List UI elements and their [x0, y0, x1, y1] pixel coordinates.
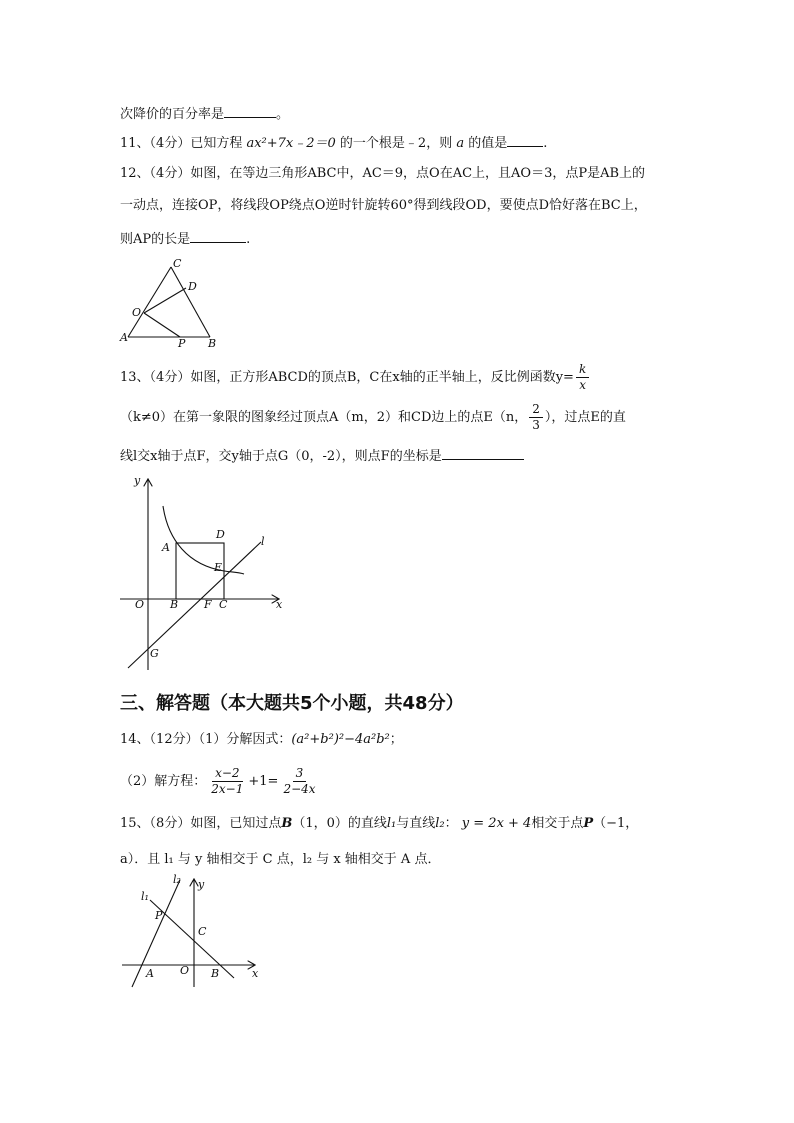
q11-middle: 的一个根是﹣2，则 [335, 136, 457, 151]
answer-blank [442, 446, 524, 460]
question-11-line [120, 133, 547, 153]
fraction-numerator: x−2 [212, 766, 242, 782]
label-C: C [219, 598, 228, 611]
answer-blank [224, 104, 276, 118]
label-x: x [252, 967, 259, 980]
q15-text-d: ： [444, 816, 458, 831]
label-y: y [134, 474, 141, 487]
triangle-figure [118, 258, 228, 350]
q15-l2: l₂ [435, 816, 445, 831]
fraction-k-over-x [576, 362, 589, 393]
q15-text-c: 与直线 [396, 816, 436, 831]
label-x: x [276, 598, 283, 611]
q11-equation: ax²+7x﹣2＝0 [246, 136, 336, 151]
fraction-denominator: 2−4x [283, 782, 316, 796]
label-E: E [214, 561, 223, 574]
label-y: y [198, 878, 205, 891]
q15-text-f: （−1， [593, 816, 639, 831]
section-3-heading: 三、解答题（本大题共5个小题，共48分） [120, 693, 464, 714]
fraction-denominator: 2x−1 [211, 782, 244, 796]
q10-end: 。 [276, 107, 290, 122]
coordinate-figure-q13 [118, 470, 298, 675]
q13-line3-text: 线l交x轴于点F，交y轴于点G（0，-2），则点F的坐标是 [120, 449, 442, 464]
label-A: A [162, 541, 170, 554]
label-B: B [211, 967, 220, 980]
q15-text-b: （1，0）的直线 [292, 816, 387, 831]
fraction-denominator: x [579, 378, 586, 392]
question-12-line-2: 一动点，连接OP，将线段OP绕点O逆时针旋转60°得到线段OD，要使点D恰好落在BC上， [120, 198, 647, 213]
label-G: G [150, 647, 159, 660]
fraction-numerator: 2 [529, 402, 543, 418]
fraction-numerator: k [576, 362, 589, 378]
q15-equation: y = 2x + 4 [461, 816, 532, 831]
question-12-line-1: 12、（4分）如图，在等边三角形ABC中，AC＝9，点O在AC上，且AO＝3，点P是AB上的 [120, 166, 646, 181]
label-A: A [146, 967, 154, 980]
label-P: P [178, 337, 186, 350]
q15-text-a: 15、（8分）如图，已知过点 [120, 816, 282, 831]
question-14-line-1 [120, 731, 403, 749]
question-14-line-2 [120, 764, 321, 800]
fraction-left [208, 766, 246, 797]
label-B: B [208, 337, 217, 350]
q10-text: 次降价的百分率是 [120, 107, 225, 122]
fraction-numerator: 3 [293, 766, 307, 782]
q15-l1: l₁ [386, 816, 397, 831]
question-13-line-1 [120, 360, 591, 396]
label-l: l [261, 535, 265, 548]
q15-text-e: 相交于点 [531, 816, 584, 831]
q14-part2-text: （2）解方程： [120, 774, 207, 789]
answer-blank [190, 229, 246, 243]
q11-end: . [543, 136, 548, 151]
question-13-line-3 [120, 446, 524, 466]
q13-line2a-text: （k≠0）在第一象限的图象经过顶点A（m，2）和CD边上的点E（n， [120, 410, 528, 425]
fraction-denominator: 3 [532, 418, 540, 432]
fraction-two-thirds [529, 402, 543, 433]
q13-line2b-text: ），过点E的直 [544, 410, 626, 425]
q15-point-P: P [583, 816, 594, 831]
coordinate-figure-q15 [118, 872, 268, 990]
label-O: O [135, 598, 145, 611]
q13-line1-text: 13、（4分）如图，正方形ABCD的顶点B，C在x轴的正半轴上，反比例函数y= [120, 370, 574, 385]
q12-line3-text: 则AP的长是 [120, 232, 191, 247]
label-B: B [170, 598, 179, 611]
label-F: F [204, 598, 212, 611]
answer-blank [507, 133, 543, 147]
q11-variable: a [456, 136, 465, 151]
fraction-right [280, 766, 318, 797]
q12-end: . [246, 232, 251, 247]
question-13-line-2 [120, 400, 626, 436]
label-D: D [216, 528, 225, 541]
label-A: A [120, 331, 128, 344]
label-C: C [198, 925, 207, 938]
q14-plus-equals: +1= [248, 774, 279, 789]
question-12-line-3 [120, 229, 250, 249]
question-15-line-1 [120, 815, 638, 833]
question-10-line [120, 104, 289, 124]
label-P: P [155, 909, 163, 922]
label-l2: l₂ [173, 873, 181, 886]
label-O: O [132, 306, 142, 319]
q14-part1-end: ； [389, 732, 403, 747]
q15-point-B: B [281, 816, 293, 831]
question-15-line-2: a）．且 l₁ 与 y 轴相交于 C 点，l₂ 与 x 轴相交于 A 点． [120, 852, 441, 867]
label-l1: l₁ [141, 890, 149, 903]
label-D: D [188, 280, 197, 293]
q11-prefix: 11、（4分）已知方程 [120, 136, 247, 151]
label-C: C [173, 257, 182, 270]
q11-suffix: 的值是 [464, 136, 508, 151]
q14-part1-expression: (a²+b²)²−4a²b² [291, 732, 390, 747]
label-O: O [180, 964, 190, 977]
q14-part1-text: 14、（12分）（1）分解因式： [120, 732, 292, 747]
